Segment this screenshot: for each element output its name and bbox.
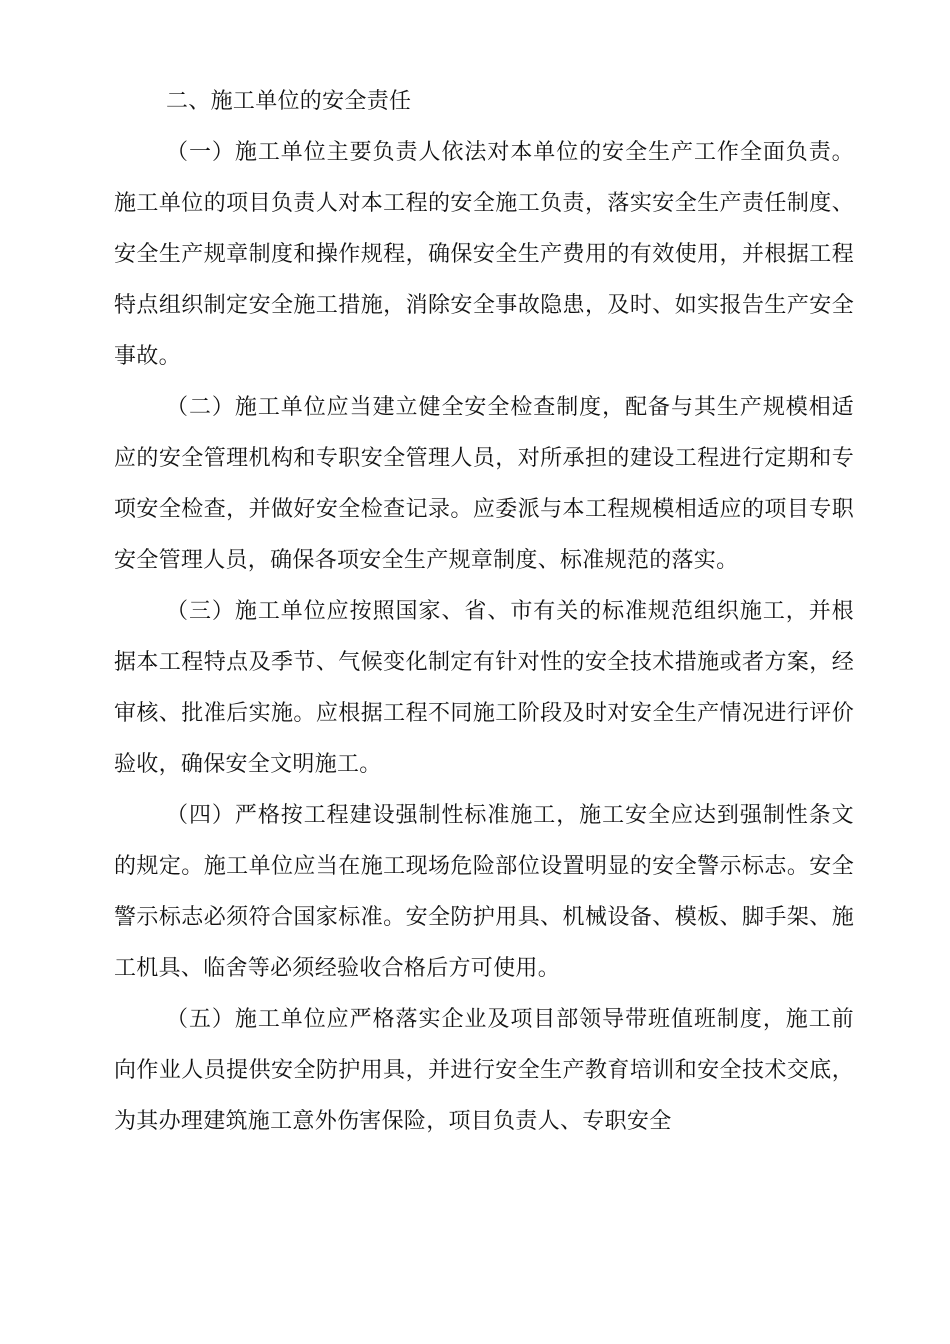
- paragraph-2: （二）施工单位应当建立健全安全检查制度，配备与其生产规模相适应的安全管理机构和专职安全管理人员，对所承担的建设工程进行定期和专项安全检查，并做好安全检查记录。应委派与本工程规模相适应的项目专职安全管理人员，确保各项安全生产规章制度、标准规范的落实。: [114, 395, 854, 573]
- paragraph-5: （五）施工单位应严格落实企业及项目部领导带班值班制度，施工前向作业人员提供安全防护用具，并进行安全生产教育培训和安全技术交底，为其办理建筑施工意外伤害保险，项目负责人、专职安全: [114, 1007, 854, 1134]
- paragraph-4: （四）严格按工程建设强制性标准施工，施工安全应达到强制性条文的规定。施工单位应当在施工现场危险部位设置明显的安全警示标志。安全警示标志必须符合国家标准。安全防护用具、机械设备、模板、脚手架、施工机具、临舍等必须经验收合格后方可使用。: [114, 803, 854, 981]
- paragraph-3: （三）施工单位应按照国家、省、市有关的标准规范组织施工，并根据本工程特点及季节、气候变化制定有针对性的安全技术措施或者方案，经审核、批准后实施。应根据工程不同施工阶段及时对安全生产情况进行评价验收，确保安全文明施工。: [114, 599, 854, 777]
- paragraph-1: （一）施工单位主要负责人依法对本单位的安全生产工作全面负责。施工单位的项目负责人对本工程的安全施工负责，落实安全生产责任制度、安全生产规章制度和操作规程，确保安全生产费用的有效使用，并根据工程特点组织制定安全施工措施，消除安全事故隐患，及时、如实报告生产安全事故。: [114, 140, 854, 369]
- section-heading: 二、施工单位的安全责任: [166, 89, 412, 114]
- document-body: [114, 76, 854, 1147]
